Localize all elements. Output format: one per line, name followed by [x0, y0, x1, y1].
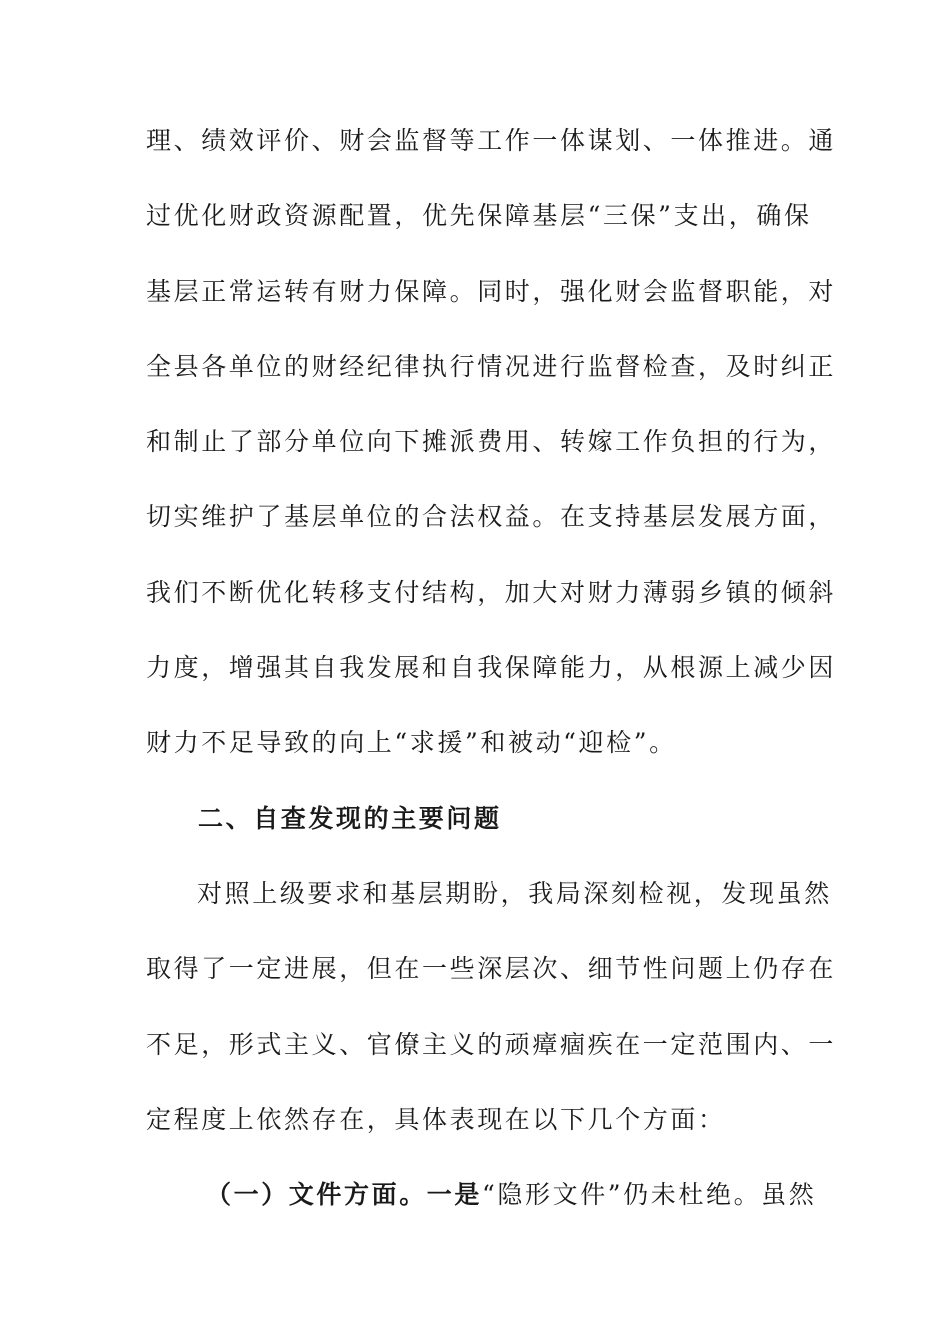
paragraph-line: 我们不断优化转移支付结构，加大对财力薄弱乡镇的倾斜	[146, 577, 837, 607]
subsection-rest: “隐形文件”仍未杜绝。虽然	[482, 1180, 817, 1210]
subsection-bold-prefix: （一）文件方面。一是	[206, 1180, 483, 1210]
paragraph-line: 定程度上依然存在，具体表现在以下几个方面：	[146, 1104, 726, 1134]
paragraph-line: 力度，增强其自我发展和自我保障能力，从根源上减少因	[146, 653, 837, 683]
paragraph-line: 切实维护了基层单位的合法权益。在支持基层发展方面，	[146, 502, 837, 532]
subsection-line	[146, 1167, 817, 1242]
paragraph-line: 理、绩效评价、财会监督等工作一体谋划、一体推进。通	[146, 126, 837, 155]
paragraph-line: 财力不足导致的向上“求援”和被动“迎检”。	[146, 728, 677, 758]
paragraph-line: 对照上级要求和基层期盼，我局深刻检视，发现虽然	[197, 878, 832, 908]
paragraph-line: 和制止了部分单位向下摊派费用、转嫁工作负担的行为，	[146, 427, 837, 457]
paragraph-line: 全县各单位的财经纪律执行情况进行监督检查，及时纠正	[146, 351, 837, 381]
paragraph-line: 过优化财政资源配置，优先保障基层“三保”支出，确保	[146, 201, 812, 231]
section-heading: 二、自查发现的主要问题	[198, 803, 502, 833]
paragraph-line: 基层正常运转有财力保障。同时，强化财会监督职能，对	[146, 276, 837, 306]
paragraph-line: 取得了一定进展，但在一些深层次、细节性问题上仍存在	[146, 954, 837, 984]
document-body	[146, 113, 837, 1242]
paragraph-line: 不足，形式主义、官僚主义的顽瘴痼疾在一定范围内、一	[146, 1029, 837, 1059]
